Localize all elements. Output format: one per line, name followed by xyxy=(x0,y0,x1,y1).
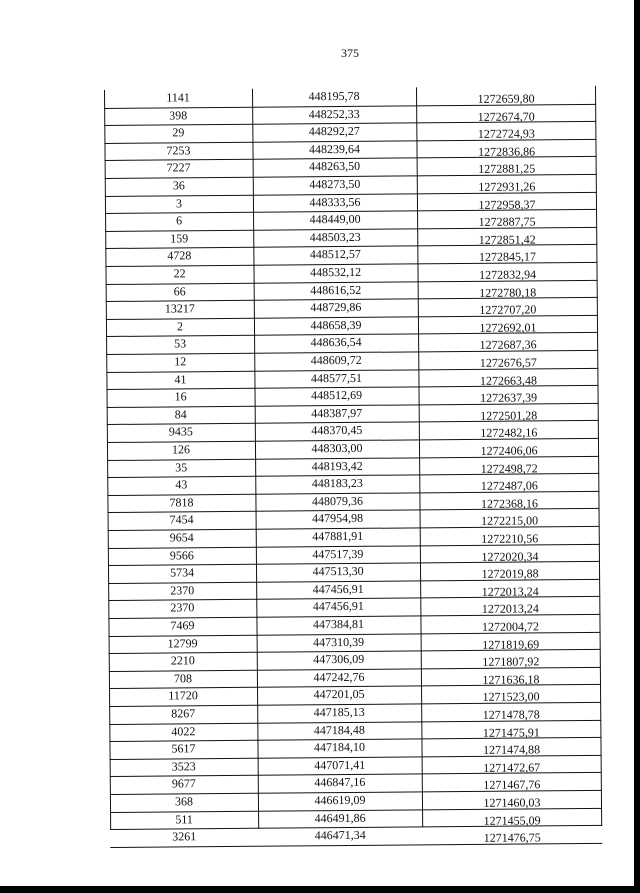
y-coordinate-cell: 1272851,42 xyxy=(478,232,536,247)
x-coordinate-cell: 447310,39 xyxy=(313,634,365,649)
y-coordinate-cell: 1272887,75 xyxy=(478,214,536,230)
x-coordinate-cell: 448658,39 xyxy=(310,317,362,333)
parcel-id-cell: 1141 xyxy=(166,90,190,105)
y-coordinate-cell: 1272498,72 xyxy=(480,460,538,476)
parcel-id-cell: 2370 xyxy=(170,583,195,598)
x-coordinate-cell: 448616,52 xyxy=(310,282,362,297)
y-coordinate-cell: 1271523,00 xyxy=(482,689,540,705)
parcel-id-cell: 22 xyxy=(173,266,186,281)
parcel-id-cell: 13217 xyxy=(164,301,195,316)
x-coordinate-cell: 447517,39 xyxy=(312,546,364,561)
y-coordinate-cell: 1272013,24 xyxy=(481,584,539,599)
parcel-id-cell: 2210 xyxy=(170,653,195,668)
x-coordinate-cell: 447071,41 xyxy=(314,757,366,773)
coordinates-table xyxy=(104,86,602,846)
x-coordinate-cell: 448577,51 xyxy=(310,370,362,385)
x-coordinate-cell: 447184,10 xyxy=(313,740,366,755)
x-coordinate-cell: 448609,72 xyxy=(310,352,362,368)
y-coordinate-cell: 1272676,57 xyxy=(479,355,537,370)
y-coordinate-cell: 1272663,48 xyxy=(479,372,538,388)
x-coordinate-cell: 448273,50 xyxy=(309,176,361,192)
y-coordinate-cell: 1272406,06 xyxy=(480,443,538,458)
y-coordinate-cell: 1272501,28 xyxy=(480,408,538,423)
x-coordinate-cell: 447306,09 xyxy=(313,652,365,667)
x-coordinate-cell: 447456,91 xyxy=(312,581,364,597)
parcel-id-cell: 12799 xyxy=(167,635,198,651)
parcel-id-cell: 5734 xyxy=(169,565,195,580)
y-coordinate-cell: 1272659,80 xyxy=(477,91,535,106)
parcel-id-cell: 511 xyxy=(175,811,193,827)
y-coordinate-cell: 1272780,18 xyxy=(479,284,537,300)
parcel-id-cell: 12 xyxy=(174,354,187,369)
x-coordinate-cell: 447384,81 xyxy=(312,616,365,632)
x-coordinate-cell: 448370,45 xyxy=(311,423,363,438)
x-coordinate-cell: 447242,76 xyxy=(313,669,365,685)
parcel-id-cell: 36 xyxy=(172,178,185,193)
x-coordinate-cell: 446491,86 xyxy=(314,810,366,825)
parcel-id-cell: 9566 xyxy=(169,547,194,563)
x-coordinate-cell: 448263,50 xyxy=(309,159,361,174)
y-coordinate-cell: 1271807,92 xyxy=(482,654,540,670)
parcel-id-cell: 41 xyxy=(174,371,187,387)
x-coordinate-cell: 448532,12 xyxy=(309,264,362,280)
x-coordinate-cell: 448512,69 xyxy=(311,388,363,403)
page-number: 375 xyxy=(341,46,359,60)
x-coordinate-cell: 446847,16 xyxy=(314,775,366,790)
parcel-id-cell: 84 xyxy=(174,407,187,422)
x-coordinate-cell: 448079,36 xyxy=(311,493,364,509)
x-coordinate-cell: 447185,13 xyxy=(313,704,365,720)
x-coordinate-cell: 448195,78 xyxy=(308,88,360,104)
parcel-id-cell: 53 xyxy=(174,336,187,351)
y-coordinate-cell: 1271475,91 xyxy=(482,724,540,740)
y-coordinate-cell: 1272482,16 xyxy=(480,425,538,441)
y-coordinate-cell: 1272368,16 xyxy=(480,496,539,511)
parcel-id-cell: 159 xyxy=(170,231,189,246)
x-coordinate-cell: 447456,91 xyxy=(312,599,364,614)
y-coordinate-cell: 1272707,20 xyxy=(479,302,537,318)
parcel-id-cell: 7253 xyxy=(166,143,191,158)
parcel-id-cell: 4728 xyxy=(167,248,192,263)
y-coordinate-cell: 1271819,69 xyxy=(482,636,540,652)
parcel-id-cell: 7818 xyxy=(169,495,194,510)
x-coordinate-cell: 448292,27 xyxy=(308,124,360,139)
parcel-id-cell: 11720 xyxy=(168,688,198,703)
x-coordinate-cell: 448503,23 xyxy=(309,229,361,245)
parcel-id-cell: 126 xyxy=(171,442,191,457)
parcel-id-cell: 9677 xyxy=(171,776,196,791)
y-coordinate-cell: 1272692,01 xyxy=(479,320,537,335)
parcel-id-cell: 3 xyxy=(175,195,183,210)
parcel-id-cell: 43 xyxy=(175,477,188,492)
x-coordinate-cell: 448252,33 xyxy=(308,106,360,121)
parcel-id-cell: 66 xyxy=(173,283,186,299)
parcel-id-cell: 35 xyxy=(175,459,188,475)
x-coordinate-cell: 448183,23 xyxy=(311,476,363,491)
y-coordinate-cell: 1272013,24 xyxy=(481,601,539,617)
parcel-id-cell: 6 xyxy=(176,213,183,228)
x-coordinate-cell: 446471,34 xyxy=(314,828,366,843)
y-coordinate-cell: 1271460,03 xyxy=(483,795,541,810)
parcel-id-cell: 5617 xyxy=(171,741,196,756)
parcel-id-cell: 708 xyxy=(173,671,192,686)
y-coordinate-cell: 1272931,26 xyxy=(478,179,536,194)
y-coordinate-cell: 1272020,34 xyxy=(481,548,539,564)
x-coordinate-cell: 447201,05 xyxy=(313,687,365,702)
table-body xyxy=(104,86,596,846)
x-coordinate-cell: 447184,48 xyxy=(313,722,365,737)
parcel-id-cell: 8267 xyxy=(171,706,196,721)
parcel-id-cell: 9435 xyxy=(168,424,193,439)
x-coordinate-cell: 448239,64 xyxy=(308,141,361,157)
parcel-id-cell: 16 xyxy=(174,389,187,404)
y-coordinate-cell: 1272210,56 xyxy=(481,531,539,546)
y-coordinate-cell: 1272845,17 xyxy=(478,249,536,265)
y-coordinate-cell: 1272836,86 xyxy=(477,144,536,159)
table-row xyxy=(110,825,602,848)
parcel-id-cell: 7454 xyxy=(169,512,194,527)
x-coordinate-cell: 448729,86 xyxy=(310,300,362,315)
parcel-id-cell: 4022 xyxy=(171,723,196,739)
parcel-id-cell: 3523 xyxy=(171,759,196,774)
x-coordinate-cell: 447513,30 xyxy=(312,564,364,579)
x-coordinate-cell: 447881,91 xyxy=(312,528,364,544)
y-coordinate-cell: 1272019,88 xyxy=(481,566,539,582)
y-coordinate-cell: 1272674,70 xyxy=(477,108,535,124)
y-coordinate-cell: 1271636,18 xyxy=(482,672,540,687)
y-coordinate-cell: 1272687,36 xyxy=(479,337,537,353)
y-coordinate-cell: 1271476,75 xyxy=(483,830,541,846)
x-coordinate-cell: 447954,98 xyxy=(312,511,364,526)
y-coordinate-cell: 1272215,00 xyxy=(481,513,539,529)
x-coordinate-cell: 448333,56 xyxy=(309,194,361,209)
parcel-id-cell: 2 xyxy=(176,319,184,334)
parcel-id-cell: 368 xyxy=(174,794,194,809)
parcel-id-cell: 29 xyxy=(172,125,185,140)
parcel-id-cell: 7469 xyxy=(170,618,195,633)
y-coordinate-cell: 1272881,25 xyxy=(478,161,536,177)
y-coordinate-cell: 1271467,76 xyxy=(483,777,541,793)
x-coordinate-cell: 446619,09 xyxy=(314,792,366,808)
x-coordinate-cell: 448512,57 xyxy=(309,247,361,262)
y-coordinate-cell: 1271455,09 xyxy=(483,812,541,828)
y-coordinate-cell: 1272958,37 xyxy=(478,196,536,212)
x-coordinate-cell: 448449,00 xyxy=(309,212,361,227)
y-coordinate-cell: 1271474,88 xyxy=(482,742,541,758)
parcel-id-cell: 9654 xyxy=(169,530,194,545)
x-coordinate-cell: 448303,00 xyxy=(311,440,363,456)
y-coordinate-cell: 1271478,78 xyxy=(482,707,540,722)
parcel-id-cell: 7227 xyxy=(166,160,191,175)
y-coordinate-cell: 1272724,93 xyxy=(477,126,535,142)
parcel-id-cell: 3261 xyxy=(172,829,197,844)
parcel-id-cell: 398 xyxy=(169,107,188,123)
y-coordinate-cell: 1271472,67 xyxy=(483,760,541,775)
x-coordinate-cell: 448193,42 xyxy=(311,458,363,473)
y-coordinate-cell: 1272832,94 xyxy=(479,267,537,282)
parcel-id-cell: 2370 xyxy=(170,600,195,615)
y-coordinate-cell: 1272637,39 xyxy=(480,390,538,406)
x-coordinate-cell: 448387,97 xyxy=(311,405,363,421)
y-coordinate-cell: 1272487,06 xyxy=(480,478,538,494)
x-coordinate-cell: 448636,54 xyxy=(310,335,362,350)
y-coordinate-cell: 1272004,72 xyxy=(481,619,540,634)
